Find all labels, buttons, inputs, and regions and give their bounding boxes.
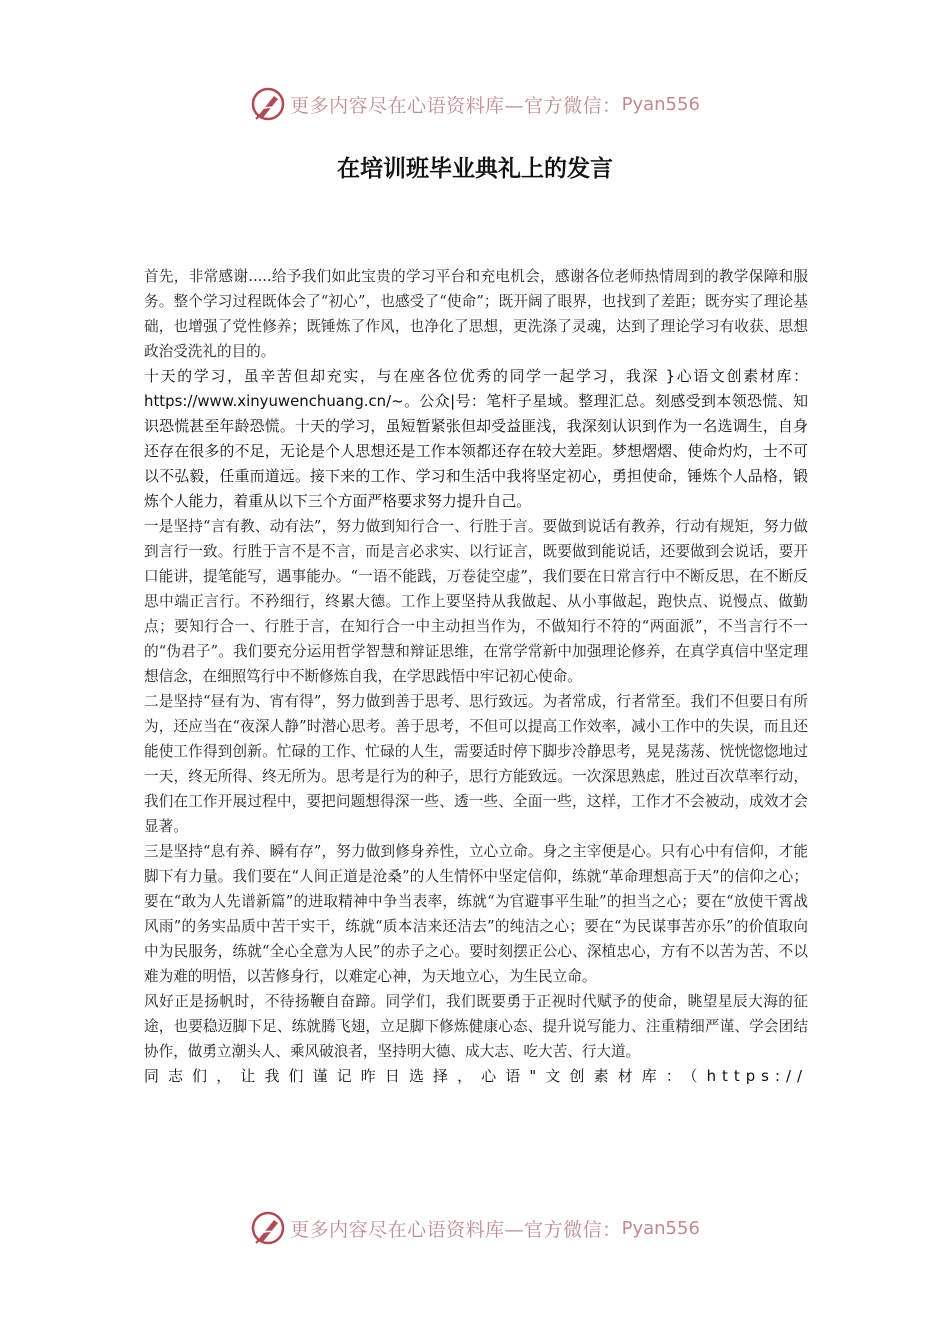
paragraph-point-two: 二是坚持“昼有为、宵有得”，努力做到善于思考、思行致远。为者常成，行者常至。我们不但要日有所为，还应当在“夜深人静”时潜心思考。善于思考，不但可以提高工作效率，减小工作中的失误，而且还能使工作得到创新。忙碌的工作、忙碌的人生，需要适时停下脚步冷静思考，晃晃荡荡、恍恍惚惚地过一天，终无所得、终无所为。思考是行为的种子，思行方能致远。一次深思熟虑，胜过百次草率行动，我们在工作开展过程中，要把问题想得深一些、透一些、全面一些，这样，工作才不会被动，成效才会显著。 xyxy=(144,693,808,835)
paragraph-final: 同志们，让我们谨记昨日选择，心语"文创素材库：（https:// xyxy=(144,1067,808,1085)
header-banner xyxy=(0,82,950,126)
pen-logo-icon xyxy=(250,1210,286,1246)
banner-text: 更多内容尽在心语资料库—官方微信： xyxy=(290,94,622,117)
paragraph-intro: 首先，非常感谢.....给予我们如此宝贵的学习平台和充电机会，感谢各位老师热情周到的教学保障和服务。整个学习过程既体会了“初心”，也感受了“使命”；既开阔了眼界，也找到了差距；既夯实了理论基础，也增强了党性修养；既锤炼了作风，也净化了思想，更洗涤了灵魂，达到了理论学习有收获、思想政治受洗礼的目的。 xyxy=(144,268,808,360)
pen-logo-icon xyxy=(250,86,286,122)
footer-banner xyxy=(0,1206,950,1250)
banner-text: 更多内容尽在心语资料库—官方微信： xyxy=(290,1218,622,1241)
paragraph-point-three: 三是坚持“息有养、瞬有存”，努力做到修身养性，立心立命。身之主宰便是心。只有心中有信仰，才能脚下有力量。我们要在“人间正道是沧桑”的人生情怀中坚定信仰，练就“革命理想高于天”的信仰之心；要在“敢为人先谱新篇”的进取精神中争当表率，练就“为官避事平生耻”的担当之心；要在“放使干霄战风雨”的务实品质中苦干实干，练就“质本洁来还洁去”的纯洁之心；要在“为民谋事苦亦乐”的价值取向中为民服务，练就“全心全意为人民”的赤子之心。要时刻摆正公心、深植忠心，方有不以苦为苦、不以难为难的明悟，以苦修身行，以难定心神，为天地立心，为生民立命。 xyxy=(144,843,808,985)
banner-wechat-id: Pyan556 xyxy=(621,1217,700,1239)
document-body xyxy=(144,264,808,1089)
paragraph-study: 十天的学习，虽辛苦但却充实，与在座各位优秀的同学一起学习，我深 }心语文创素材库：https://www.xinyuwenchuang.cn/~。公众|号：笔杆子星域。整理汇总。刻感受到本领恐慌、知识恐慌甚至年龄恐慌。十天的学习，虽短暂紧张但却受益匪浅，我深刻认识到作为一名选调生，自身还存在很多的不足，无论是个人思想还是工作本领都还存在较大差距。梦想熠熠、使命灼灼，士不可以不弘毅，任重而道远。接下来的工作、学习和生活中我将坚定初心，勇担使命，锤炼个人品格，锻炼个人能力，着重从以下三个方面严格要求努力提升自己。 xyxy=(144,367,808,510)
page-title: 在培训班毕业典礼上的发言 xyxy=(337,155,613,182)
paragraph-point-one: 一是坚持“言有教、动有法”，努力做到知行合一、行胜于言。要做到说话有教养，行动有规矩，努力做到言行一致。行胜于言不是不言，而是言必求实、以行证言，既要做到能说话，还要做到会说话，要开口能讲，提笔能写，遇事能办。“一语不能践，万卷徒空虚”，我们要在日常言行中不断反思，在不断反思中端正言行。不矜细行，终累大德。工作上要坚持从我做起、从小事做起，跑快点、说慢点、做勤点；要知行合一、行胜于言，在知行合一中主动担当作为，不做知行不符的“两面派”，不当言行不一的“伪君子”。我们要充分运用哲学智慧和辩证思维，在常学常新中加强理论修养，在真学真信中坚定理想信念，在细照笃行中不断修炼自我，在学思践悟中牢记初心使命。 xyxy=(144,518,808,685)
banner-wechat-id: Pyan556 xyxy=(621,93,700,115)
paragraph-closing: 风好正是扬帆时，不待扬鞭自奋蹄。同学们，我们既要勇于正视时代赋予的使命，眺望星辰大海的征途，也要稳迈脚下足、练就腾飞翅，立足脚下修炼健康心态、提升说写能力、注重精细严谨、学会团结协作，做勇立潮头人、乘风破浪者，坚持明大德、成大志、吃大苦、行大道。 xyxy=(144,993,808,1060)
